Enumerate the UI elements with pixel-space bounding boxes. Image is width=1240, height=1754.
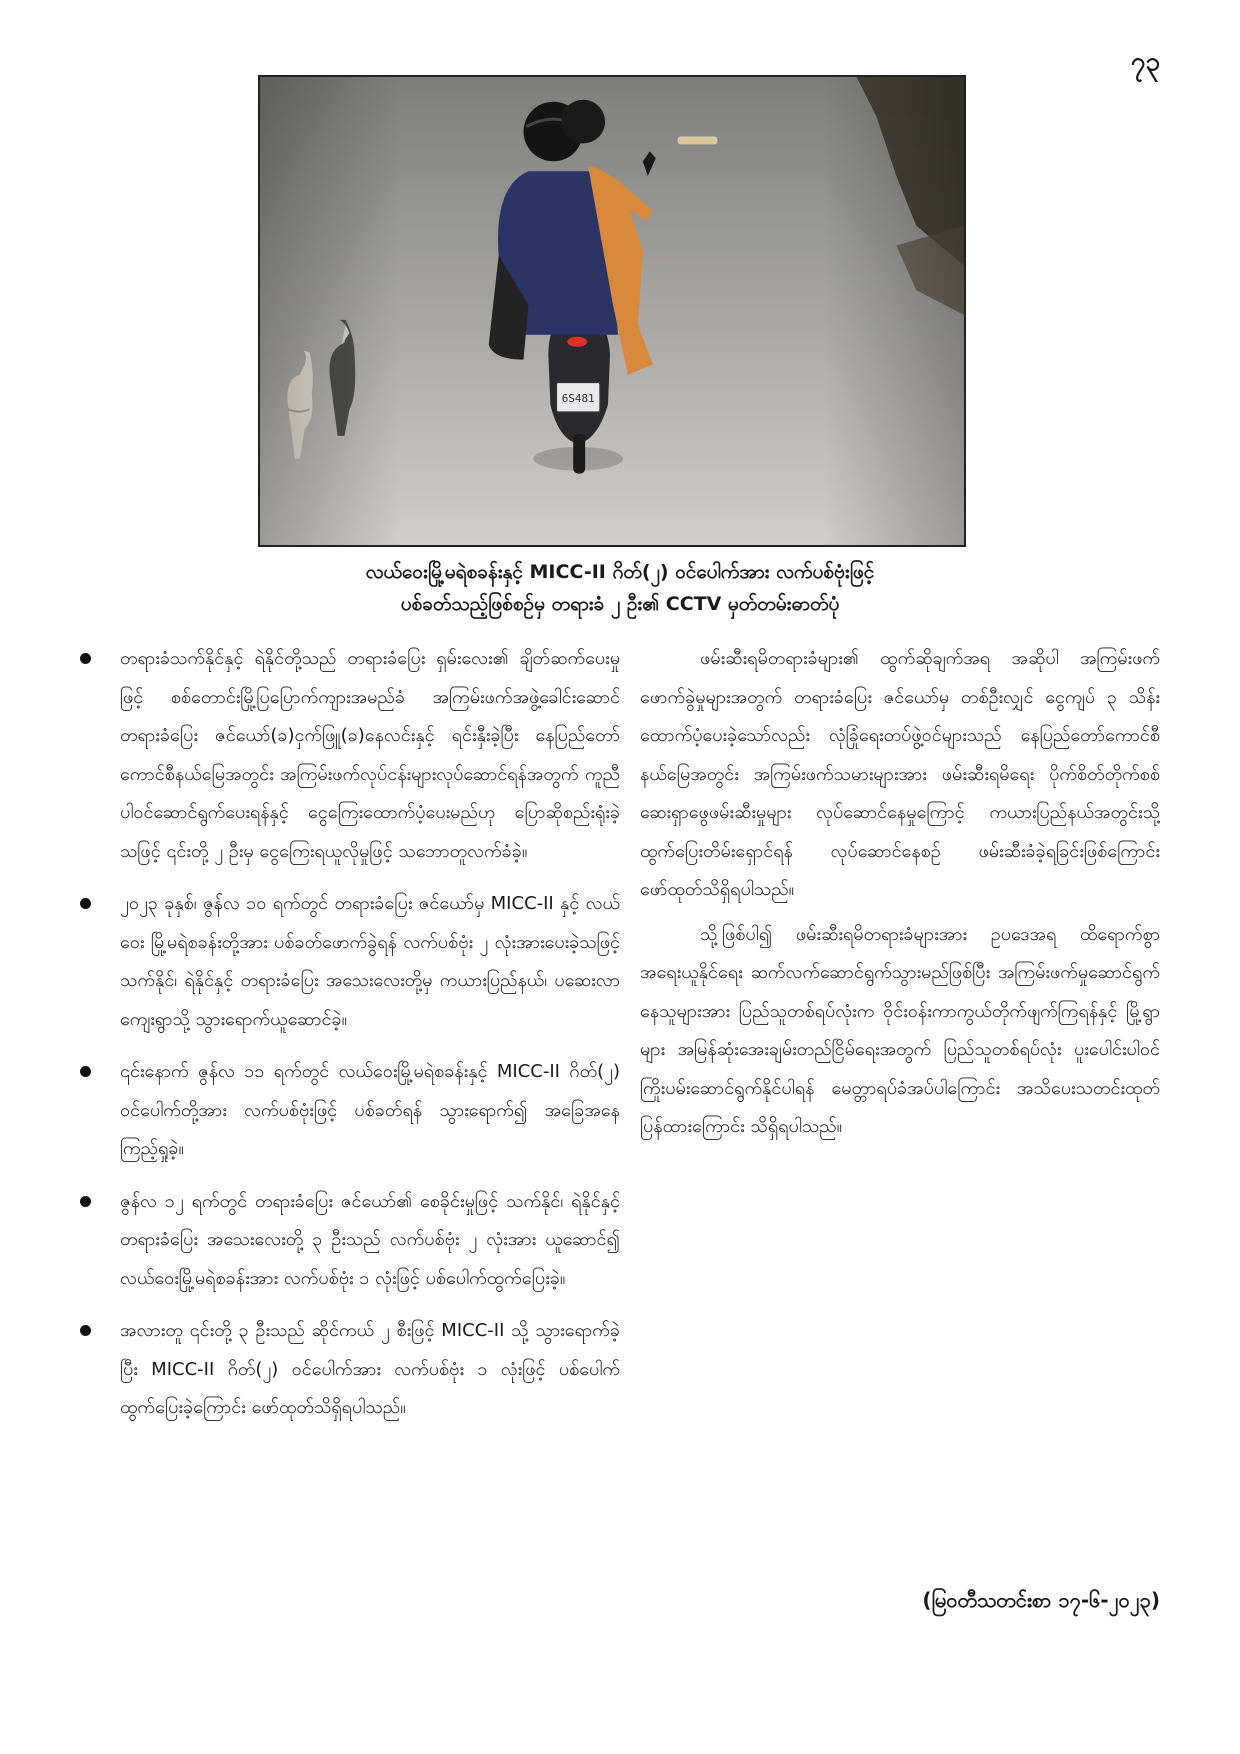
cctv-photo-illustration: [260, 77, 964, 545]
bullet-text: အလားတူ ၎င်းတို့ ၃ ဦးသည် ဆိုင်ကယ် ၂ စီးဖြင့် MICC-II သို့ သွားရောက်ခဲ့ပြီး MICC-II ဂိတ်(၂) ဝင်ပေါက်အား လက်ပစ်ဗုံး ၁ လုံးဖြင့် ပစ်ပေါက်ထွက်ပြေးခဲ့ကြောင်း ဖော်ထုတ်သိရှိရပါသည်။: [120, 1320, 620, 1418]
bullet-icon: [80, 653, 91, 664]
paragraph: သို့ဖြစ်ပါ၍ ဖမ်းဆီးရမိတရားခံများအား ဥပဒေအရ ထိရောက်စွာ အရေးယူနိုင်ရေး ဆက်လက်ဆောင်ရွက်သွားမည်ဖြစ်ပြီး အကြမ်းဖက်မှုဆောင်ရွက်နေသူများအား ပြည်သူတစ်ရပ်လုံးက ဝိုင်းဝန်းကာကွယ်တိုက်ဖျက်ကြရန်နှင့် မြို့ရွာများ အမြန်ဆုံးအေးချမ်းတည်ငြိမ်ရေးအတွက် ပြည်သူတစ်ရပ်လုံး ပူးပေါင်းပါဝင်ကြိုးပမ်းဆောင်ရွက်နိုင်ပါရန် မေတ္တာရပ်ခံအပ်ပါကြောင်း အသိပေးသတင်းထုတ်ပြန်ထားကြောင်း သိရှိရပါသည်။: [640, 923, 1160, 1137]
source-citation: (မြဝတီသတင်းစာ ၁၇-၆-၂၀၂၃): [922, 1588, 1160, 1612]
caption-line-1: လယ်ဝေးမြို့မရဲစခန်းနှင့် MICC-II ဂိတ်(၂) ဝင်ပေါက်အား လက်ပစ်ဗုံးဖြင့်: [365, 561, 875, 583]
list-item: [80, 640, 620, 871]
list-item: [80, 1053, 620, 1169]
bullet-icon: [80, 1325, 91, 1336]
list-item: [80, 1183, 620, 1299]
paragraph: ဖမ်းဆီးရမိတရားခံများ၏ ထွက်ဆိုချက်အရ အဆိုပါ အကြမ်းဖက်ဖောက်ခွဲမှုများအတွက် တရားခံပြေး ဇင်ယော်မှ တစ်ဦးလျှင် ငွေကျပ် ၃ သိန်း ထောက်ပံ့ပေးခဲ့သော်လည်း လုံခြုံရေးတပ်ဖွဲ့ဝင်များသည် နေပြည်တော်ကောင်စီနယ်မြေအတွင်း အကြမ်းဖက်သမားများအား ဖမ်းဆီးရမိရေး ပိုက်စိတ်တိုက်စစ်ဆေးရှာဖွေဖမ်းဆီးမှုများ လုပ်ဆောင်နေမှုကြောင့် ကယားပြည်နယ်အတွင်းသို့ ထွက်ပြေးတိမ်းရှောင်ရန် လုပ်ဆောင်နေစဉ် ဖမ်းဆီးခံခဲ့ရခြင်းဖြစ်ကြောင်း ဖော်ထုတ်သိရှိရပါသည်။: [640, 648, 1160, 900]
bullet-icon: [80, 1196, 91, 1207]
bullet-list: [80, 640, 620, 1428]
bullet-icon: [80, 898, 91, 909]
bullet-text: တရားခံသက်နိုင်နှင့် ရဲနိုင်တို့သည် တရားခံပြေး ရှမ်းလေး၏ ချိတ်ဆက်ပေးမှုဖြင့် စစ်တောင်းမြို့ပြပြောက်ကျားအမည်ခံ အကြမ်းဖက်အဖွဲ့ခေါင်းဆောင် တရားခံပြေး ဇင်ယော်(ခ)ငှက်ဖြူ(ခ)နေလင်းနှင့် ရင်းနှီးခဲ့ပြီး နေပြည်တော်ကောင်စီနယ်မြေအတွင်း အကြမ်းဖက်လုပ်ငန်းများလုပ်ဆောင်ရန်အတွက် ကူညီပါဝင်ဆောင်ရွက်ပေးရန်နှင့် ငွေကြေးထောက်ပံ့ပေးမည်ဟု ပြောဆိုစည်းရုံးခဲ့သဖြင့် ၎င်းတို့ ၂ ဦးမှ ငွေကြေးရယူလိုမှုဖြင့် သဘောတူလက်ခံခဲ့။: [120, 648, 620, 862]
bullet-text: ဇွန်လ ၁၂ ရက်တွင် တရားခံပြေး ဇင်ယော်၏ စေခိုင်းမှုဖြင့် သက်နိုင်၊ ရဲနိုင်နှင့် တရားခံပြေး အသေးလေးတို့ ၃ ဦးသည် လက်ပစ်ဗုံး ၂ လုံးအား ယူဆောင်၍ လယ်ဝေးမြို့မရဲစခန်းအား လက်ပစ်ဗုံး ၁ လုံးဖြင့် ပစ်ပေါက်ထွက်ပြေးခဲ့။: [120, 1190, 620, 1289]
list-item: [80, 885, 620, 1039]
left-column: [80, 640, 620, 1442]
bullet-text: ၂၀၂၃ ခုနှစ်၊ ဇွန်လ ၁၀ ရက်တွင် တရားခံပြေး ဇင်ယော်မှ MICC-II နှင့် လယ်ဝေး မြို့မရဲစခန်းတို့အား ပစ်ခတ်ဖောက်ခွဲရန် လက်ပစ်ဗုံး ၂ လုံးအားပေးခဲ့သဖြင့် သက်နိုင်၊ ရဲနိုင်နှင့် တရားခံပြေး အသေးလေးတို့မှ ကယားပြည်နယ်၊ ပဆေးလာ ကျေးရွာသို့ သွားရောက်ယူဆောင်ခဲ့။: [120, 893, 620, 1030]
caption-line-2: ပစ်ခတ်သည့်ဖြစ်စဉ်မှ တရားခံ ၂ ဦး၏ CCTV မှတ်တမ်းဓာတ်ပုံ: [400, 593, 840, 615]
right-column: [640, 640, 1160, 1153]
page-number: ၇၃: [1130, 47, 1160, 77]
cctv-photo: [258, 75, 966, 547]
photo-caption: [200, 556, 1040, 620]
bullet-icon: [80, 1066, 91, 1077]
bullet-text: ၎င်းနောက် ဇွန်လ ၁၁ ရက်တွင် လယ်ဝေးမြို့မရဲစခန်းနှင့် MICC-II ဂိတ်(၂) ဝင်ပေါက်တို့အား လက်ပစ်ဗုံးဖြင့် ပစ်ခတ်ရန် သွားရောက်၍ အခြေအနေကြည့်ရှုခဲ့။: [120, 1061, 620, 1159]
list-item: [80, 1312, 620, 1428]
